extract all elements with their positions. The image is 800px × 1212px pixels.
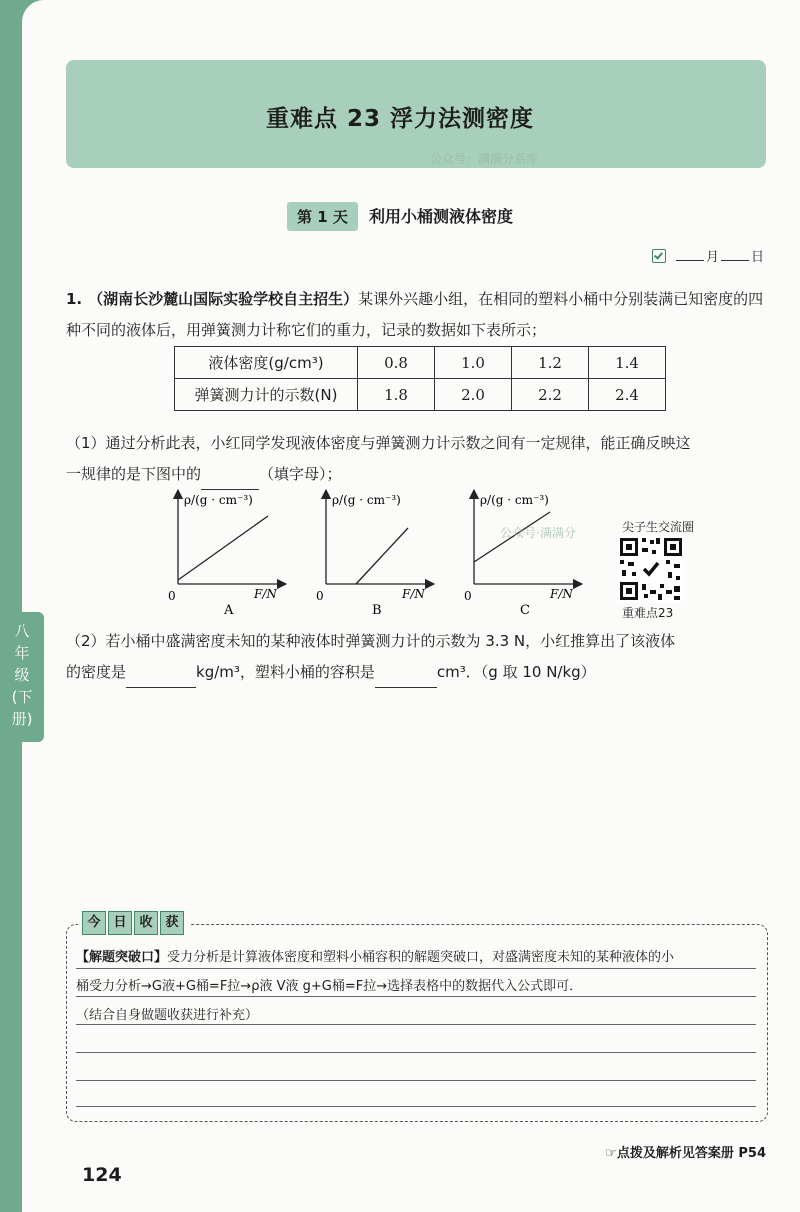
graph-options [150,488,610,618]
graph-b-line [356,528,408,584]
harvest-title: 今 日 收 获 [78,911,190,935]
day-badge: 第 1 天 [287,202,358,231]
graph-a-origin: 0 [168,589,176,603]
question-text: 某课外兴趣小组，在相同的塑料小桶中分别装满已知密度的四种不同的液体后，用弹簧测力计称它们的重力，记录的数据如下表所示； [66,290,764,339]
graph-b [316,493,430,618]
page-number: 124 [82,1164,122,1186]
page-title: 重难点 23 浮力法测密度 [265,106,535,132]
grade-side-tab: 八 年 级 (下 册) [0,612,44,742]
qr-code-icon[interactable] [618,536,684,602]
graph-b-letter: B [372,603,382,618]
answer-blank-1[interactable] [201,469,259,490]
graph-c-ylabel: ρ/(g · cm⁻³) [480,493,549,507]
harvest-line-1: 【解题突破口】受力分析是计算液体密度和塑料小桶容积的解题突破口，对盛满密度未知的某种液体的小 [76,950,675,965]
calendar-check-icon [652,249,666,263]
graph-c [464,493,578,618]
question-stem [66,284,766,346]
graph-c-xlabel: F/N [550,587,573,601]
graph-b-xlabel: F/N [402,587,425,601]
question-source: （湖南长沙麓山国际实验学校自主招生） [88,290,359,308]
rule-line [76,996,756,997]
answer-blank-2[interactable] [126,667,196,688]
day-blank [721,260,749,261]
qr-bottom-label: 重难点23 [622,606,674,620]
graph-a-ylabel: ρ/(g · cm⁻³) [184,493,253,507]
graph-c-letter: C [520,603,530,618]
watermark: 公众号：满满分系库 [430,152,539,166]
harvest-line-3: （结合自身做题收获进行补充） [76,1008,259,1023]
graph-a-letter: A [224,603,234,618]
part2-text: （2）若小桶中盛满密度未知的某种液体时弹簧测力计的示数为 3.3 N，小红推算出了该液体 的密度是 kg/m³，塑料小桶的容积是 cm³．（g 取 10 N/kg） [66,626,766,688]
day-heading [0,202,800,231]
month-blank [676,260,704,261]
rule-line [76,1052,756,1053]
rule-line [76,1080,756,1081]
rule-line [76,968,756,969]
table-row-label: 弹簧测力计的示数(N) [175,379,358,411]
answer-reference: ☞点拨及解析见答案册 P54 [605,1146,766,1161]
harvest-line-2: 桶受力分析→G液+G桶=F拉→ρ液 V液 g+G桶=F拉→选择表格中的数据代入公式即可． [76,979,583,994]
graph-a-xlabel: F/N [254,587,277,601]
table-row: 弹簧测力计的示数(N) 1.8 2.0 2.2 2.4 [175,379,666,411]
graph-b-origin: 0 [316,589,324,603]
date-field: 月 日 [652,246,764,265]
graph-a-line [178,516,268,580]
question-number: 1. [66,290,83,308]
table-row-label: 液体密度(g/cm³) [175,347,358,379]
part1-text: （1）通过分析此表，小红同学发现液体密度与弹簧测力计示数之间有一定规律，能正确反映这 一规律的是下图中的 （填字母）； [66,428,766,490]
graph-c-origin: 0 [464,589,472,603]
rule-line [76,1106,756,1107]
qr-top-label: 尖子生交流圈 [622,520,695,534]
day-title: 利用小桶测液体密度 [368,207,513,226]
watermark: 公众号·满满分 [500,526,576,540]
table-row: 液体密度(g/cm³) 0.8 1.0 1.2 1.4 [175,347,666,379]
answer-blank-3[interactable] [375,667,437,688]
graph-a [168,493,282,618]
rule-line [76,1024,756,1025]
graph-b-ylabel: ρ/(g · cm⁻³) [332,493,401,507]
data-table [174,346,666,411]
